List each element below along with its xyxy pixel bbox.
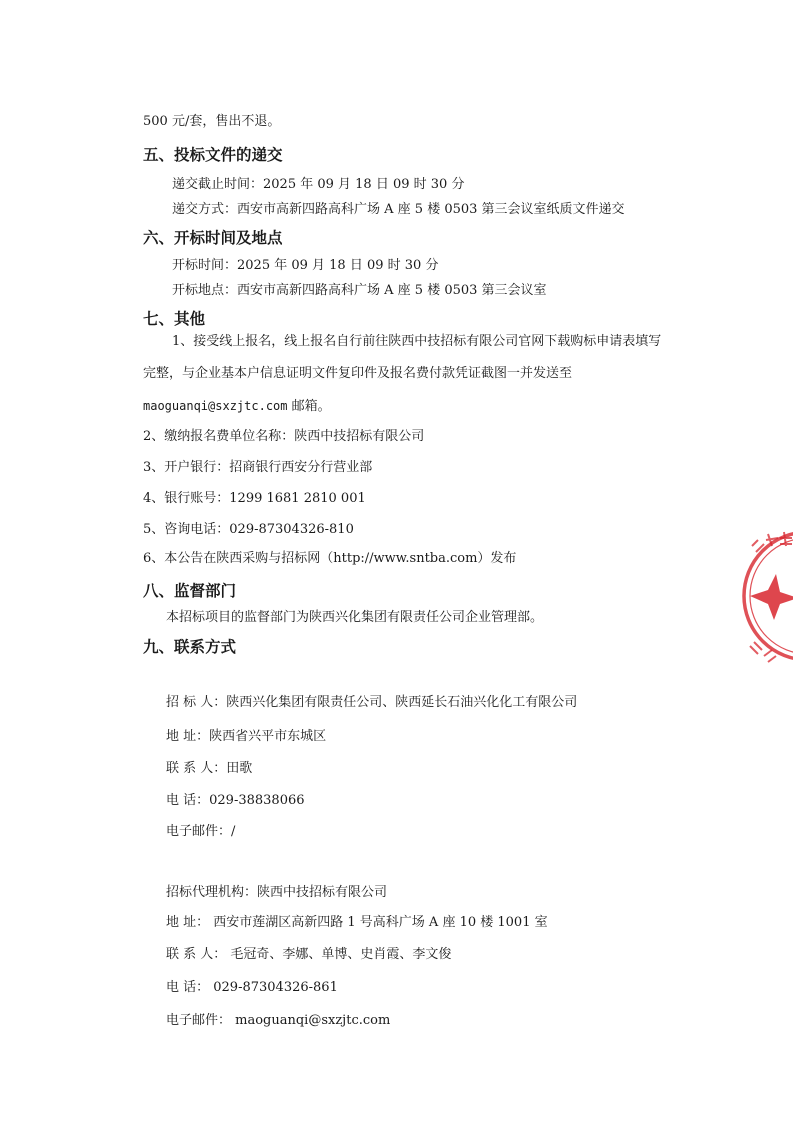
other-item-1-line2: 完整，与企业基本户信息证明文件复印件及报名费付款凭证截图一并发送至 <box>143 366 573 381</box>
heading-other: 七、其他 <box>143 310 206 328</box>
heading-contact: 九、联系方式 <box>143 638 237 656</box>
tenderer-email: 电子邮件：/ <box>166 824 236 839</box>
submission-deadline: 递交截止时间：2025 年 09 月 18 日 09 时 30 分 <box>172 177 465 192</box>
agency-address: 地 址： 西安市莲湖区高新四路 1 号高科广场 A 座 10 楼 1001 室 <box>166 915 548 930</box>
company-seal-stamp <box>728 516 793 676</box>
registration-email: maoguanqi@sxzjtc.com <box>143 399 288 413</box>
supervision-text: 本招标项目的监督部门为陕西兴化集团有限责任公司企业管理部。 <box>166 610 544 625</box>
other-item-1-email-line <box>143 397 331 416</box>
other-item-5: 5、咨询电话：029-87304326-810 <box>143 522 354 537</box>
agency-contact: 联 系 人： 毛冠奇、李娜、单博、史肖霞、李文俊 <box>166 947 452 962</box>
registration-email-suffix: 邮箱。 <box>291 399 331 414</box>
tenderer-contact: 联 系 人：田歌 <box>166 761 253 776</box>
other-item-6: 6、本公告在陕西采购与招标网（http://www.sntba.com）发布 <box>143 551 517 566</box>
tenderer-name: 招 标 人：陕西兴化集团有限责任公司、陕西延长石油兴化化工有限公司 <box>166 695 578 710</box>
heading-opening: 六、开标时间及地点 <box>143 229 283 247</box>
agency-email: 电子邮件： maoguanqi@sxzjtc.com <box>166 1013 391 1028</box>
opening-place: 开标地点：西安市高新四路高科广场 A 座 5 楼 0503 第三会议室 <box>172 283 547 298</box>
other-item-4: 4、银行账号：1299 1681 2810 001 <box>143 491 366 506</box>
opening-time: 开标时间：2025 年 09 月 18 日 09 时 30 分 <box>172 258 439 273</box>
heading-bid-submission: 五、投标文件的递交 <box>143 146 283 164</box>
seal-star <box>750 574 793 620</box>
other-item-1-line1: 1、接受线上报名，线上报名自行前往陕西中技招标有限公司官网下载购标申请表填写 <box>172 334 662 349</box>
agency-phone: 电 话： 029-87304326-861 <box>166 980 338 995</box>
heading-supervision: 八、监督部门 <box>143 582 237 600</box>
other-item-3: 3、开户银行：招商银行西安分行营业部 <box>143 460 373 475</box>
tenderer-address: 地 址：陕西省兴平市东城区 <box>166 729 327 744</box>
other-item-2: 2、缴纳报名费单位名称：陕西中技招标有限公司 <box>143 429 425 444</box>
agency-name: 招标代理机构：陕西中技招标有限公司 <box>166 885 388 900</box>
submission-method: 递交方式：西安市高新四路高科广场 A 座 5 楼 0503 第三会议室纸质文件递交 <box>172 202 625 217</box>
pricing-tail: 500 元/套，售出不退。 <box>143 114 281 129</box>
tenderer-phone: 电 话：029-38838066 <box>166 793 305 808</box>
